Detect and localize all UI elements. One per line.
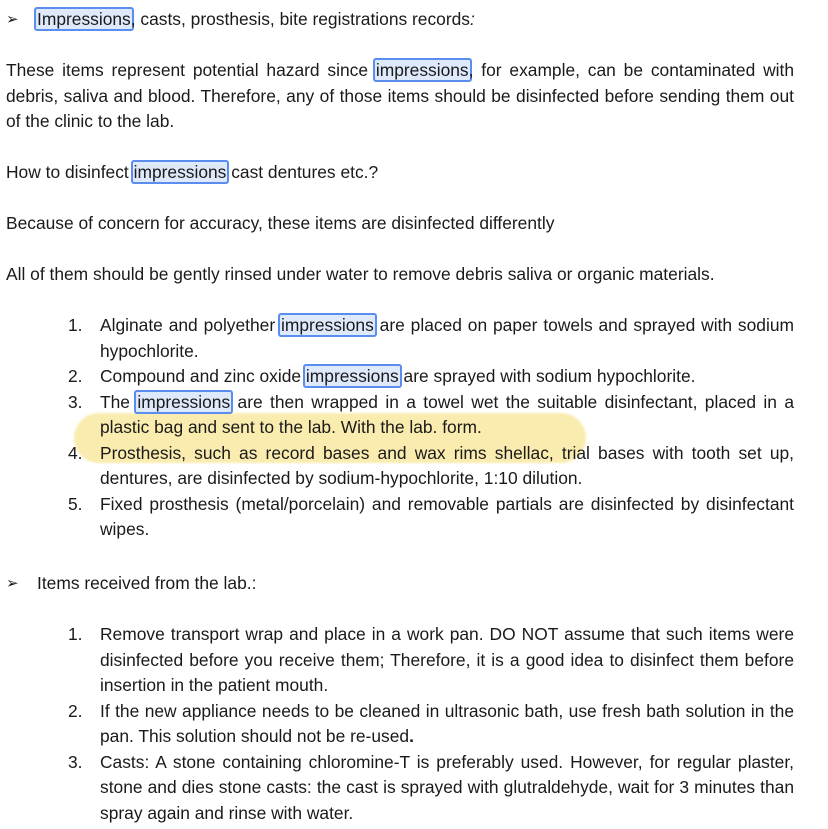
list-text: Prosthesis, such as record bases and wax rims shellac, trial bases with tooth set up, dentures, are disinfected by sodium-hypochlorite, 1:10 dilution. bbox=[100, 442, 794, 488]
list-text: If the new appliance needs to be cleaned in ultrasonic bath, use fresh bath solution in the pan. This solution should not be re-used bbox=[100, 700, 794, 746]
list-number: 5. bbox=[68, 493, 83, 514]
heading-colon: : bbox=[470, 9, 475, 29]
list-text: Fixed prosthesis (metal/porcelain) and removable partials are disinfected by disinfectant wipes. bbox=[100, 493, 794, 539]
list-number: 2. bbox=[68, 700, 83, 721]
paragraph-how-to-disinfect bbox=[6, 160, 794, 186]
search-highlight[interactable]: impressions bbox=[373, 58, 472, 82]
list-item bbox=[0, 364, 794, 390]
search-highlight-current[interactable]: impressions bbox=[134, 390, 233, 414]
list-text-end: . bbox=[409, 726, 414, 746]
list-item bbox=[0, 750, 794, 827]
search-highlight[interactable]: Impressions bbox=[34, 7, 134, 31]
list-number: 3. bbox=[68, 751, 83, 772]
list-text: The bbox=[100, 391, 138, 412]
list-text: Compound and zinc oxide bbox=[100, 366, 306, 386]
paragraph-text: , for example, can be contaminated with debris, saliva and blood. Therefore, any of those items should be disinfected before sending them out of the clinic to the lab. bbox=[6, 60, 794, 131]
list-number: 4. bbox=[68, 442, 83, 463]
paragraph-accuracy: Because of concern for accuracy, these items are disinfected differently bbox=[6, 213, 555, 233]
list-item bbox=[0, 622, 794, 699]
list-item bbox=[0, 699, 794, 750]
lab-items-list bbox=[0, 622, 828, 826]
heading-text: , casts, prosthesis, bite registrations records bbox=[130, 9, 471, 29]
paragraph-text: How to disinfect bbox=[6, 162, 134, 182]
list-number: 1. bbox=[68, 624, 83, 644]
list-text: are then wrapped in a towel wet the suitable disinfectant, placed in a plastic bag and sent to the lab. With the lab. form. bbox=[100, 391, 794, 437]
arrow-bullet-icon: ➢ bbox=[6, 10, 19, 28]
list-text: Casts: A stone containing chloromine-T is preferably used. However, for regular plaster, stone and dies stone casts: the cast is sprayed with glutraldehyde, wait for 3 minutes than spray again and rinse with water. bbox=[100, 751, 794, 823]
list-number: 2. bbox=[68, 366, 83, 386]
list-item bbox=[0, 492, 794, 543]
paragraph-rinse: All of them should be gently rinsed under water to remove debris saliva or organic materials. bbox=[6, 264, 715, 284]
search-highlight[interactable]: impressions bbox=[278, 313, 377, 337]
list-text: are sprayed with sodium hypochlorite. bbox=[398, 366, 696, 386]
search-highlight[interactable]: impressions bbox=[303, 364, 402, 388]
list-item bbox=[0, 313, 794, 364]
list-number: 1. bbox=[68, 315, 83, 335]
list-item bbox=[0, 441, 794, 492]
list-text: are placed on paper towels and sprayed with sodium hypochlorite. bbox=[100, 315, 794, 361]
list-text: Remove transport wrap and place in a work pan. DO NOT assume that such items were disinfected before you receive them; Therefore, it is a good idea to disinfect them before insertion in the patient mouth. bbox=[100, 624, 794, 695]
disinfection-steps-list bbox=[0, 313, 828, 543]
arrow-bullet-icon: ➢ bbox=[6, 574, 19, 592]
list-item bbox=[0, 390, 794, 441]
list-number: 3. bbox=[68, 391, 83, 412]
section-heading-impressions bbox=[37, 6, 475, 32]
list-text: Alginate and polyether bbox=[100, 315, 282, 335]
section-heading-lab-items: Items received from the lab.: bbox=[37, 573, 257, 593]
search-highlight[interactable]: impressions bbox=[131, 160, 230, 184]
paragraph-text: cast dentures etc.? bbox=[226, 162, 379, 182]
paragraph-text: These items represent potential hazard since bbox=[6, 60, 376, 80]
paragraph-hazard bbox=[6, 58, 794, 135]
